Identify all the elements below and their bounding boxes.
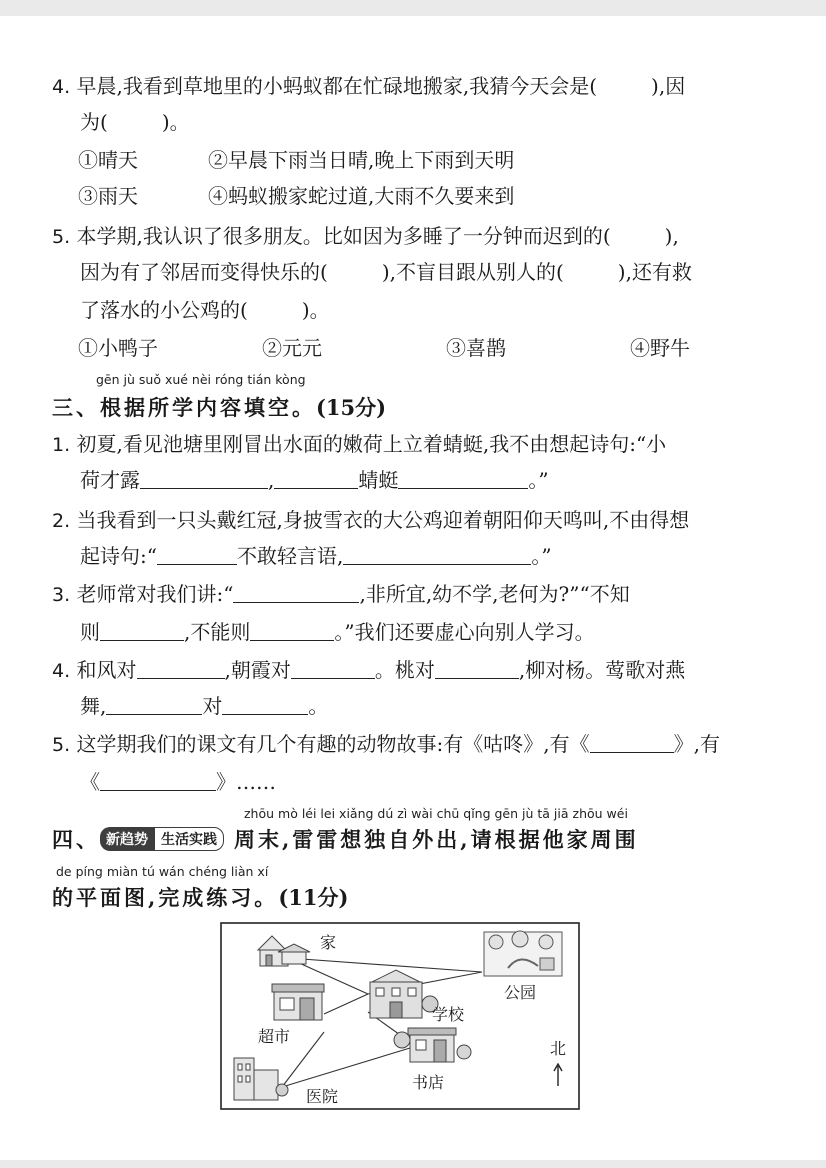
life-practice-tag: 生活实践 (154, 827, 224, 851)
fill-blank[interactable] (590, 732, 674, 753)
s3-q3-line1: 3. 老师常对我们讲:“ ,非所宜,幼不学,老何为?”“不知 (52, 582, 630, 606)
q5-option-2[interactable]: ②元元 (262, 336, 322, 360)
q5-number: 5. (52, 226, 71, 248)
section3-heading: 三、根据所学内容填空。(15分) (52, 395, 387, 420)
q4-option-4[interactable]: ④蚂蚁搬家蛇过道,大雨不久要来到 (208, 184, 515, 208)
s3-q1-line2: 荷才露 , 蜻蜓 。” (80, 468, 549, 492)
s3-q5-line2: 《 》…… (80, 770, 276, 794)
supermarket-label: 超市 (258, 1027, 291, 1046)
q5-line1: 5. 本学期,我认识了很多朋友。比如因为多睡了一分钟而迟到的( ), (52, 224, 679, 248)
section4-pinyin-line2: de píng miàn tú wán chéng liàn xí (56, 864, 269, 879)
s3-q2-line1: 2. 当我看到一只头戴红冠,身披雪衣的大公鸡迎着朝阳仰天鸣叫,不由得想 (52, 508, 690, 532)
trend-tag: 新趋势 (100, 827, 154, 851)
fill-blank[interactable] (291, 658, 375, 679)
q5-line3: 了落水的小公鸡的( )。 (80, 298, 330, 322)
q4-line1: 4. 早晨,我看到草地里的小蚂蚁都在忙碌地搬家,我猜今天会是( ),因 (52, 74, 686, 98)
s3-q5-line1: 5. 这学期我们的课文有几个有趣的动物故事:有《咕咚》,有《 》,有 (52, 732, 720, 756)
q5-option-1[interactable]: ①小鸭子 (78, 336, 158, 360)
bookstore-label: 书店 (412, 1073, 445, 1092)
q4-option-3[interactable]: ③雨天 (78, 184, 138, 208)
supermarket-building (272, 984, 324, 1020)
q5-line2: 因为有了邻居而变得快乐的( ),不盲目跟从别人的( ),还有救 (80, 260, 692, 284)
fill-blank[interactable] (250, 620, 334, 641)
hospital-label: 医院 (306, 1087, 339, 1106)
s3-q4-line1: 4. 和风对 ,朝霞对 。桃对 ,柳对杨。莺歌对燕 (52, 658, 686, 682)
home-label: 家 (320, 933, 337, 952)
bottom-edge (0, 1160, 826, 1168)
section4-pinyin-line1: zhōu mò léi lei xiǎng dú zì wài chū qǐng gēn jù tā jiā zhōu wéi (244, 806, 628, 821)
fill-blank[interactable] (100, 620, 184, 641)
fill-blank[interactable] (100, 770, 216, 791)
top-edge (0, 0, 826, 16)
fill-blank[interactable] (233, 582, 359, 603)
fill-blank[interactable] (222, 694, 308, 715)
park-area (484, 931, 562, 976)
q4-line2: 为( )。 (80, 110, 190, 134)
fill-blank[interactable] (106, 694, 202, 715)
north-label: 北 (550, 1039, 567, 1058)
fill-blank[interactable] (274, 468, 358, 489)
q4-option-1[interactable]: ①晴天 (78, 148, 138, 172)
fill-blank[interactable] (157, 544, 237, 565)
section3-pinyin: gēn jù suǒ xué nèi róng tián kòng (96, 372, 306, 387)
s3-q1-line1: 1. 初夏,看见池塘里刚冒出水面的嫩荷上立着蜻蜓,我不由想起诗句:“小 (52, 432, 667, 456)
q4-number: 4. (52, 76, 71, 98)
fill-blank[interactable] (343, 544, 531, 565)
section4-heading-line1: 四、 新趋势 生活实践 周末,雷雷想独自外出,请根据他家周围 (52, 827, 639, 852)
neighborhood-map (220, 922, 580, 1110)
s3-q4-line2: 舞, 对 。 (80, 694, 329, 718)
fill-blank[interactable] (140, 468, 268, 489)
school-label: 学校 (432, 1005, 465, 1024)
q4-option-2[interactable]: ②早晨下雨当日晴,晚上下雨到天明 (208, 148, 515, 172)
s3-q2-line2: 起诗句:“ 不敢轻言语, 。” (80, 544, 552, 568)
fill-blank[interactable] (435, 658, 519, 679)
q5-option-3[interactable]: ③喜鹊 (446, 336, 506, 360)
park-label: 公园 (504, 983, 537, 1002)
fill-blank[interactable] (398, 468, 528, 489)
q5-option-4[interactable]: ④野牛 (630, 336, 690, 360)
s3-q3-line2: 则 ,不能则 。”我们还要虚心向别人学习。 (80, 620, 595, 644)
fill-blank[interactable] (137, 658, 225, 679)
section4-heading-line2: 的平面图,完成练习。(11分) (52, 885, 349, 910)
